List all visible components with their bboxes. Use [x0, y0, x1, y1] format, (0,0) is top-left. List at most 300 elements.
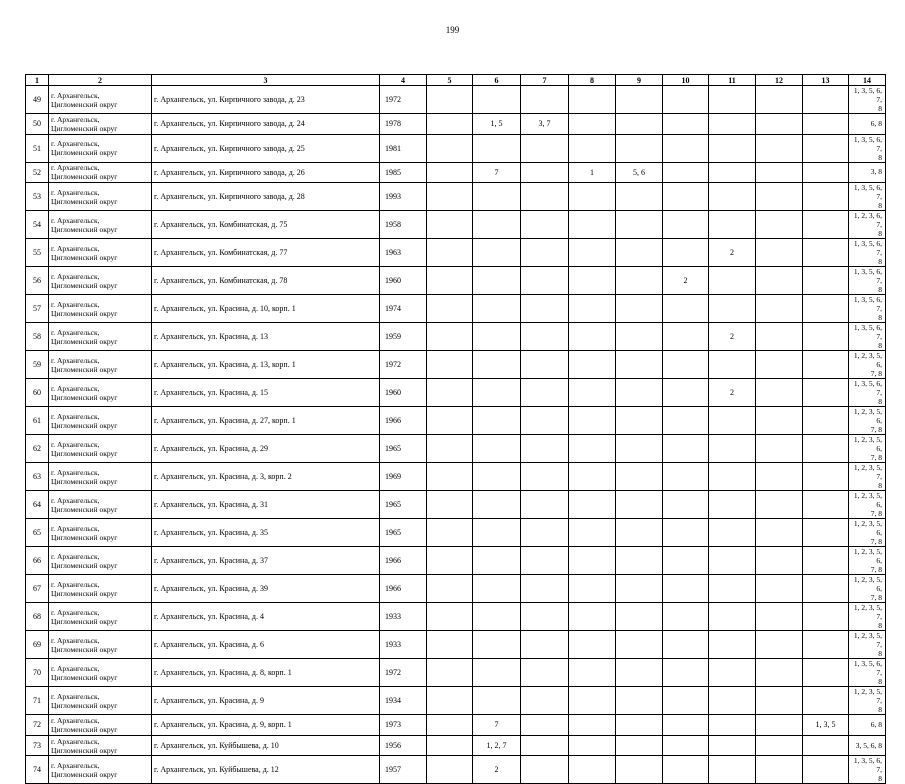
cell-c14 [849, 547, 886, 575]
location-cell [49, 239, 152, 267]
table-row [26, 407, 886, 435]
cell-c10 [663, 162, 709, 183]
location-line: г. Архангельск, [51, 715, 100, 725]
location-cell [49, 715, 152, 736]
location-cell [49, 86, 152, 114]
year-cell: 1966 [380, 407, 427, 435]
address-cell: г. Архангельск, ул. Красина, д. 13, корп. 1 [152, 351, 380, 379]
cell-c11 [709, 463, 756, 491]
cell-c7 [521, 756, 569, 784]
cell-c13 [803, 379, 849, 407]
row-number: 65 [26, 519, 49, 547]
cell-c10 [663, 491, 709, 519]
cell-c12 [756, 463, 803, 491]
cell-c14-line: 7, 8 [870, 369, 882, 379]
cell-c14-line: 1, 2, 3, 5, 6, [853, 407, 882, 426]
cell-c10 [663, 687, 709, 715]
cell-c8 [569, 351, 616, 379]
cell-c9 [616, 267, 663, 295]
cell-c14-line: 8 [878, 481, 882, 491]
cell-c10: 2 [663, 267, 709, 295]
row-number: 66 [26, 547, 49, 575]
cell-c14-line: 1, 2, 3, 5, 6, [853, 575, 882, 594]
cell-c8: 1 [569, 162, 616, 183]
location-cell [49, 351, 152, 379]
cell-c7 [521, 407, 569, 435]
location-cell [49, 183, 152, 211]
address-cell: г. Архангельск, ул. Кирпичного завода, д. 28 [152, 183, 380, 211]
column-header-4: 4 [380, 75, 427, 86]
cell-c14-line: 1, 3, 5, 6, 7, [853, 323, 882, 342]
cell-c7 [521, 379, 569, 407]
cell-c8 [569, 715, 616, 736]
location-line: Цигломенский округ [51, 476, 118, 486]
cell-c14-line: 8 [878, 774, 882, 784]
cell-c6: 7 [473, 715, 521, 736]
cell-c9: 5, 6 [616, 162, 663, 183]
location-cell [49, 631, 152, 659]
row-number: 69 [26, 631, 49, 659]
location-line: г. Архангельск, [51, 411, 100, 421]
cell-c11 [709, 491, 756, 519]
address-cell: г. Архангельск, ул. Красина, д. 6 [152, 631, 380, 659]
cell-c8 [569, 603, 616, 631]
cell-c14 [849, 519, 886, 547]
column-header-8: 8 [569, 75, 616, 86]
location-line: Цигломенский округ [51, 448, 118, 458]
cell-c14-line: 1, 2, 3, 5, 6, [853, 351, 882, 370]
table-row [26, 323, 886, 351]
cell-c14 [849, 407, 886, 435]
row-number: 60 [26, 379, 49, 407]
cell-c14-line: 8 [878, 621, 882, 631]
location-cell [49, 134, 152, 162]
cell-c14 [849, 631, 886, 659]
cell-c14 [849, 239, 886, 267]
cell-c12 [756, 114, 803, 135]
location-cell [49, 603, 152, 631]
cell-c5 [427, 86, 473, 114]
table-row [26, 631, 886, 659]
cell-c7 [521, 351, 569, 379]
column-header-14: 14 [849, 75, 886, 86]
cell-c14 [849, 114, 886, 135]
cell-c7 [521, 659, 569, 687]
address-cell: г. Архангельск, ул. Красина, д. 27, корп. 1 [152, 407, 380, 435]
address-cell: г. Архангельск, ул. Красина, д. 3, корп. 2 [152, 463, 380, 491]
cell-c10 [663, 351, 709, 379]
table-row [26, 351, 886, 379]
cell-c12 [756, 756, 803, 784]
cell-c5 [427, 519, 473, 547]
cell-c8 [569, 756, 616, 784]
location-line: г. Архангельск, [51, 139, 100, 149]
cell-c14 [849, 162, 886, 183]
cell-c14-line: 8 [878, 397, 882, 407]
cell-c8 [569, 134, 616, 162]
cell-c10 [663, 407, 709, 435]
year-cell: 1963 [380, 239, 427, 267]
row-number: 49 [26, 86, 49, 114]
cell-c9 [616, 519, 663, 547]
cell-c13 [803, 351, 849, 379]
cell-c8 [569, 86, 616, 114]
cell-c11 [709, 659, 756, 687]
cell-c8 [569, 379, 616, 407]
location-line: г. Архангельск, [51, 635, 100, 645]
row-number: 70 [26, 659, 49, 687]
location-line: Цигломенский округ [51, 420, 118, 430]
location-line: Цигломенский округ [51, 196, 118, 206]
cell-c13 [803, 631, 849, 659]
year-cell: 1965 [380, 519, 427, 547]
cell-c8 [569, 183, 616, 211]
cell-c10 [663, 295, 709, 323]
cell-c7 [521, 239, 569, 267]
data-table [25, 74, 886, 784]
cell-c10 [663, 134, 709, 162]
cell-c10 [663, 323, 709, 351]
location-line: Цигломенский округ [51, 308, 118, 318]
table-row [26, 735, 886, 756]
row-number: 68 [26, 603, 49, 631]
year-cell: 1972 [380, 351, 427, 379]
cell-c8 [569, 491, 616, 519]
cell-c11 [709, 435, 756, 463]
cell-c8 [569, 631, 616, 659]
address-cell: г. Архангельск, ул. Комбинатская, д. 78 [152, 267, 380, 295]
location-line: Цигломенский округ [51, 560, 118, 570]
table-row [26, 295, 886, 323]
year-cell: 1974 [380, 295, 427, 323]
cell-c14 [849, 603, 886, 631]
cell-c12 [756, 239, 803, 267]
cell-c14-line: 8 [878, 104, 882, 113]
cell-c12 [756, 134, 803, 162]
table-row [26, 519, 886, 547]
cell-c9 [616, 603, 663, 631]
cell-c14 [849, 715, 886, 736]
cell-c5 [427, 715, 473, 736]
cell-c5 [427, 463, 473, 491]
cell-c10 [663, 603, 709, 631]
cell-c8 [569, 239, 616, 267]
page-number: 199 [445, 25, 460, 35]
cell-c12 [756, 211, 803, 239]
cell-c8 [569, 463, 616, 491]
location-line: Цигломенский округ [51, 588, 118, 598]
cell-c8 [569, 295, 616, 323]
cell-c6 [473, 463, 521, 491]
cell-c5 [427, 631, 473, 659]
cell-c11 [709, 631, 756, 659]
address-cell: г. Архангельск, ул. Красина, д. 37 [152, 547, 380, 575]
location-cell [49, 323, 152, 351]
cell-c9 [616, 323, 663, 351]
location-cell [49, 267, 152, 295]
cell-c9 [616, 114, 663, 135]
cell-c6 [473, 659, 521, 687]
cell-c14-line: 7, 8 [870, 565, 882, 575]
cell-c13 [803, 491, 849, 519]
cell-c12 [756, 603, 803, 631]
cell-c14 [849, 687, 886, 715]
column-header-13: 13 [803, 75, 849, 86]
cell-c14-line: 1, 2, 3, 5, 7, [853, 463, 882, 482]
cell-c9 [616, 295, 663, 323]
cell-c8 [569, 735, 616, 756]
cell-c10 [663, 239, 709, 267]
cell-c10 [663, 575, 709, 603]
location-line: г. Архангельск, [51, 607, 100, 617]
cell-c13 [803, 463, 849, 491]
cell-c13 [803, 519, 849, 547]
row-number: 56 [26, 267, 49, 295]
cell-c5 [427, 134, 473, 162]
cell-c14-line: 3, 5, 6, 8 [855, 740, 882, 750]
location-cell [49, 659, 152, 687]
cell-c5 [427, 687, 473, 715]
location-cell [49, 491, 152, 519]
cell-c5 [427, 114, 473, 135]
cell-c8 [569, 435, 616, 463]
cell-c10 [663, 463, 709, 491]
year-cell: 1972 [380, 659, 427, 687]
address-cell: г. Архангельск, ул. Кирпичного завода, д. 25 [152, 134, 380, 162]
table-row [26, 267, 886, 295]
row-number: 57 [26, 295, 49, 323]
cell-c11 [709, 183, 756, 211]
row-number: 72 [26, 715, 49, 736]
cell-c6 [473, 519, 521, 547]
location-line: г. Архангельск, [51, 691, 100, 701]
cell-c11 [709, 295, 756, 323]
cell-c10 [663, 659, 709, 687]
cell-c11: 2 [709, 239, 756, 267]
cell-c6 [473, 547, 521, 575]
cell-c6 [473, 575, 521, 603]
column-header-11: 11 [709, 75, 756, 86]
year-cell: 1960 [380, 379, 427, 407]
year-cell: 1972 [380, 86, 427, 114]
cell-c13 [803, 756, 849, 784]
cell-c6 [473, 687, 521, 715]
cell-c14 [849, 267, 886, 295]
table-row [26, 86, 886, 114]
cell-c9 [616, 659, 663, 687]
cell-c8 [569, 687, 616, 715]
cell-c14-line: 8 [878, 649, 882, 659]
table-row [26, 603, 886, 631]
year-cell: 1933 [380, 631, 427, 659]
location-cell [49, 519, 152, 547]
cell-c12 [756, 379, 803, 407]
cell-c5 [427, 659, 473, 687]
row-number: 71 [26, 687, 49, 715]
cell-c14-line: 1, 2, 3, 5, 6, [853, 491, 882, 510]
cell-c14 [849, 211, 886, 239]
cell-c11 [709, 407, 756, 435]
cell-c7 [521, 491, 569, 519]
cell-c8 [569, 323, 616, 351]
cell-c13 [803, 114, 849, 135]
cell-c9 [616, 735, 663, 756]
address-cell: г. Архангельск, ул. Красина, д. 31 [152, 491, 380, 519]
address-cell: г. Архангельск, ул. Красина, д. 8, корп. 1 [152, 659, 380, 687]
row-number: 64 [26, 491, 49, 519]
cell-c14-line: 1, 2, 3, 5, 6, [853, 547, 882, 566]
address-cell: г. Архангельск, ул. Красина, д. 13 [152, 323, 380, 351]
cell-c8 [569, 575, 616, 603]
cell-c12 [756, 86, 803, 114]
cell-c8 [569, 407, 616, 435]
cell-c14-line: 1, 3, 5, 6, 7, [853, 659, 882, 678]
cell-c9 [616, 379, 663, 407]
cell-c5 [427, 735, 473, 756]
cell-c14 [849, 575, 886, 603]
cell-c10 [663, 211, 709, 239]
cell-c14-line: 7, 8 [870, 509, 882, 519]
cell-c14-line: 8 [878, 152, 882, 162]
location-line: Цигломенский округ [51, 172, 118, 182]
cell-c9 [616, 491, 663, 519]
cell-c5 [427, 239, 473, 267]
cell-c13 [803, 687, 849, 715]
row-number: 74 [26, 756, 49, 784]
cell-c9 [616, 183, 663, 211]
cell-c6 [473, 323, 521, 351]
cell-c9 [616, 631, 663, 659]
cell-c14-line: 8 [878, 313, 882, 323]
location-line: Цигломенский округ [51, 364, 118, 374]
cell-c9 [616, 86, 663, 114]
cell-c10 [663, 631, 709, 659]
header-row [26, 75, 886, 86]
cell-c14-line: 8 [878, 201, 882, 211]
cell-c5 [427, 407, 473, 435]
location-line: Цигломенский округ [51, 769, 118, 779]
cell-c14-line: 8 [878, 257, 882, 267]
cell-c13 [803, 183, 849, 211]
location-line: Цигломенский округ [51, 745, 118, 755]
cell-c9 [616, 463, 663, 491]
location-line: Цигломенский округ [51, 504, 118, 514]
cell-c12 [756, 183, 803, 211]
year-cell: 1993 [380, 183, 427, 211]
location-line: г. Архангельск, [51, 299, 100, 309]
row-number: 59 [26, 351, 49, 379]
address-cell: г. Архангельск, ул. Красина, д. 9, корп. 1 [152, 715, 380, 736]
column-header-3: 3 [152, 75, 380, 86]
table-body [26, 86, 886, 784]
cell-c9 [616, 715, 663, 736]
column-header-1: 1 [26, 75, 49, 86]
location-cell [49, 575, 152, 603]
cell-c12 [756, 295, 803, 323]
cell-c9 [616, 547, 663, 575]
cell-c12 [756, 407, 803, 435]
table-row [26, 756, 886, 784]
cell-c14-line: 1, 2, 3, 5, 7, [853, 603, 882, 622]
location-line: г. Архангельск, [51, 551, 100, 561]
cell-c11 [709, 211, 756, 239]
cell-c7 [521, 323, 569, 351]
cell-c6 [473, 295, 521, 323]
cell-c8 [569, 267, 616, 295]
cell-c10 [663, 86, 709, 114]
cell-c10 [663, 114, 709, 135]
cell-c6 [473, 86, 521, 114]
cell-c14 [849, 351, 886, 379]
address-cell: г. Архангельск, ул. Комбинатская, д. 75 [152, 211, 380, 239]
location-cell [49, 407, 152, 435]
row-number: 50 [26, 114, 49, 135]
location-line: г. Архангельск, [51, 663, 100, 673]
column-header-12: 12 [756, 75, 803, 86]
table-row [26, 547, 886, 575]
year-cell: 1969 [380, 463, 427, 491]
location-line: г. Архангельск, [51, 327, 100, 337]
cell-c6 [473, 267, 521, 295]
cell-c5 [427, 435, 473, 463]
cell-c14 [849, 463, 886, 491]
year-cell: 1985 [380, 162, 427, 183]
cell-c12 [756, 519, 803, 547]
location-line: г. Архангельск, [51, 355, 100, 365]
table-row [26, 239, 886, 267]
location-line: г. Архангельск, [51, 163, 100, 173]
cell-c11 [709, 603, 756, 631]
cell-c7 [521, 267, 569, 295]
cell-c6 [473, 379, 521, 407]
address-cell: г. Архангельск, ул. Красина, д. 4 [152, 603, 380, 631]
cell-c12 [756, 547, 803, 575]
cell-c13 [803, 295, 849, 323]
location-line: г. Архангельск, [51, 523, 100, 533]
table-row [26, 687, 886, 715]
location-line: г. Архангельск, [51, 215, 100, 225]
cell-c14 [849, 134, 886, 162]
cell-c6 [473, 603, 521, 631]
location-line: Цигломенский округ [51, 148, 118, 158]
cell-c9 [616, 239, 663, 267]
cell-c11: 2 [709, 323, 756, 351]
row-number: 63 [26, 463, 49, 491]
cell-c10 [663, 435, 709, 463]
table-row [26, 435, 886, 463]
cell-c12 [756, 435, 803, 463]
location-cell [49, 435, 152, 463]
cell-c14-line: 1, 2, 3, 5, 7, [853, 631, 882, 650]
location-line: г. Архангельск, [51, 439, 100, 449]
cell-c14-line: 1, 3, 5, 6, 7, [853, 267, 882, 286]
cell-c12 [756, 267, 803, 295]
year-cell: 1933 [380, 603, 427, 631]
row-number: 73 [26, 735, 49, 756]
cell-c14-line: 8 [878, 341, 882, 351]
cell-c12 [756, 631, 803, 659]
cell-c10 [663, 547, 709, 575]
cell-c5 [427, 547, 473, 575]
cell-c11: 2 [709, 379, 756, 407]
column-header-5: 5 [427, 75, 473, 86]
location-line: Цигломенский округ [51, 616, 118, 626]
cell-c7 [521, 134, 569, 162]
cell-c14-line: 8 [878, 229, 882, 239]
cell-c6 [473, 631, 521, 659]
cell-c13: 1, 3, 5 [803, 715, 849, 736]
location-cell [49, 735, 152, 756]
